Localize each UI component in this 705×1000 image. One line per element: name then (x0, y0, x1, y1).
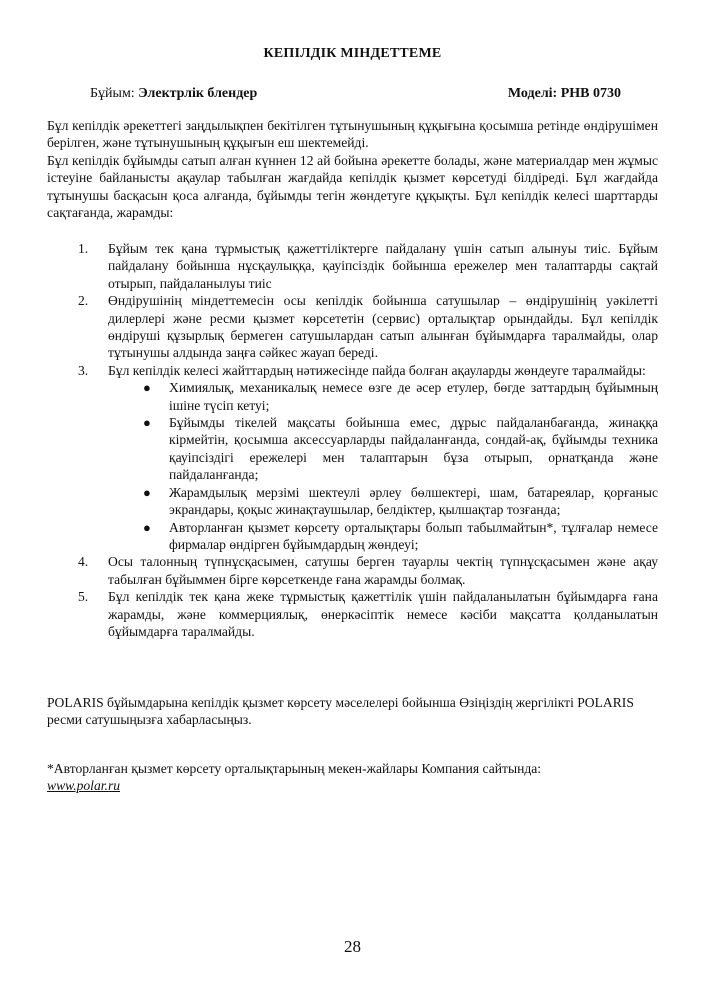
bullet-icon: ● (143, 415, 151, 431)
conditions-list (47, 240, 658, 640)
intro-paragraph: Бұл кепілдік әрекеттегі заңдылықпен бекітілген тұтынушының құқығына қосымша ретінде өндірушімен берілген, және тұтынушының құқығын еш шектемейді. (47, 118, 658, 151)
condition-item (47, 240, 658, 292)
bullet-icon: ● (143, 519, 151, 535)
exclusions-list (108, 379, 658, 553)
condition-text: Осы талонның түпнұсқасымен, сатушы берген тауарлы чектің түпнұсқасымен және ақау табылған бұйыммен бірге көрсеткенде ғана жарамды болмақ. (108, 554, 658, 587)
exclusion-item (108, 379, 658, 414)
condition-item (47, 588, 658, 640)
exclusion-item (108, 519, 658, 554)
exclusion-text: Химиялық, механикалық немесе өзге де әсер етулер, бөгде заттардың бұйымның ішіне түсіп кетуі; (169, 380, 658, 413)
footnote-text: *Авторланған қызмет көрсету орталықтарының мекен-жайлары Компания сайтында: (47, 761, 542, 776)
model-label: Моделі: (507, 86, 558, 101)
warranty-page (47, 0, 658, 1000)
condition-text: Бұл кепілдік келесі жайттардың нәтижесінде пайда болған ақауларды жөндеуге таралмайды: (108, 362, 646, 378)
condition-item (47, 292, 658, 362)
footnote (47, 760, 658, 795)
model-value: PHB 0730 (560, 86, 621, 101)
document-title: КЕПІЛДІК МІНДЕТТЕМЕ (263, 46, 442, 61)
condition-text: Өндірушінің міндеттемесін осы кепілдік бойынша сатушылар – өндірушінің уәкілетті дилерлері және ресми қызмет көрсететін (сервис) орталықтар орындайды. Бұл кепілдік өндіруші құзырлық бермеген сатушылардан сатып алынған бұйымдарға таралмайды, олар тұтынушы алдында заңға сәйкес жауап береді. (108, 293, 658, 361)
exclusion-text: Бұйымды тікелей мақсаты бойынша емес, дұрыс пайдаланбағанда, жинаққа кірмейтін, қосымша аксессуарларды пайдаланғанда, сондай-ақ, бұйымды техника қауіпсіздігі ережелері мен талаптарын бұза отырып, орнатқанда және пайдаланғанда; (169, 415, 658, 483)
product-info (90, 85, 257, 102)
website-link[interactable]: www.polar.ru (47, 778, 121, 794)
exclusion-text: Жарамдылық мерзімі шектеулі әрлеу бөлшектері, шам, батареялар, қорғаныс экрандары, қоқыс жинақтаушылар, белдіктер, қылшақтар тозғанда; (169, 484, 658, 518)
exclusion-item (108, 484, 658, 519)
condition-number: 2. (78, 293, 89, 309)
condition-number: 1. (78, 241, 89, 256)
product-value: Электрлік блендер (138, 86, 258, 101)
condition-number: 5. (78, 589, 89, 605)
condition-text: Бұл кепілдік тек қана жеке тұрмыстық қажеттілік үшін пайдаланылатын бұйымдарға ғана жарамды, және коммерциялық, өнеркәсіптік немесе кәсіби мақсатта қолданылатын бұйымдарға таралмайды. (108, 589, 658, 639)
exclusion-item (108, 414, 658, 484)
intro-paragraph: Бұл кепілдік бұйымды сатып алған күннен 12 ай бойына әрекетте болады, және материалдар мен жұмыс істеуіне байланысты ақаулар табылған жағдайда кепілдік қызмет көрсетуді білдіреді. Бұл жағдайда тұтынушы басқасын қоса алғанда, бұйымды тегін жөндетуге құқықты. Бұл кепілдік келесі шарттарды сақтағанда, жарамды: (47, 152, 658, 221)
bullet-icon: ● (143, 380, 151, 396)
model-info (508, 85, 621, 102)
product-info-line (90, 85, 621, 102)
intro-section (47, 117, 658, 221)
exclusion-text: Авторланған қызмет көрсету орталықтары болып табылмайтын*, тұлғалар немесе фирмалар өндірген бұйымдардың жөндеуі; (169, 519, 658, 552)
condition-number: 4. (78, 554, 89, 570)
condition-text: Бұйым тек қана тұрмыстық қажеттіліктерге пайдалану үшін сатып алынуы тиіс. Бұйым пайдалану бойынша нұсқаулыққа, қауіпсіздік бойынша ережелер мен талаптарды сақтай отырып, пайдаланылуы тиіс (108, 241, 658, 291)
bullet-icon: ● (143, 484, 151, 500)
condition-item (47, 362, 658, 553)
contact-paragraph: POLARIS бұйымдарына кепілдік қызмет көрсету мәселелері бойынша Өзіңіздің жергілікті POLARIS ресми сатушыңызға хабарласыңыз. (47, 695, 634, 728)
page-number: 28 (344, 937, 361, 956)
product-label: Бұйым: (90, 86, 135, 101)
condition-number: 3. (78, 362, 89, 378)
condition-item (47, 553, 658, 588)
